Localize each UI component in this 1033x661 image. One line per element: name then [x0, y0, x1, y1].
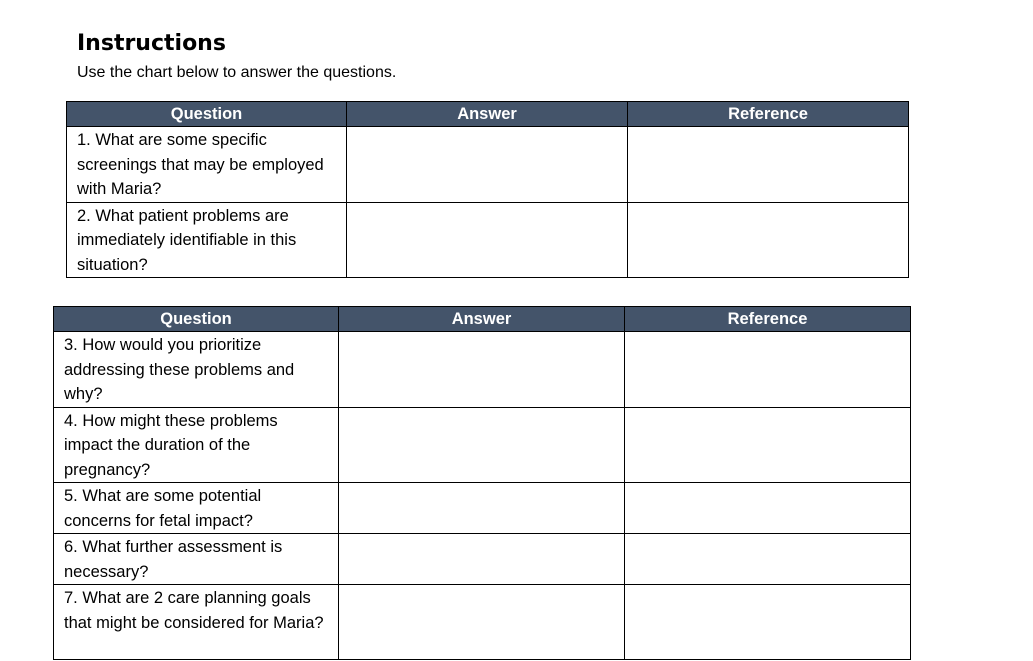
- reference-cell[interactable]: [625, 407, 911, 483]
- question-cell: 2. What patient problems are immediately identifiable in this situation?: [67, 202, 347, 278]
- answer-cell[interactable]: [339, 585, 625, 660]
- instructions-text: Use the chart below to answer the questions.: [77, 64, 397, 81]
- table-header-row: [54, 307, 911, 332]
- table-row: [54, 534, 911, 585]
- column-header-answer: Answer: [339, 307, 625, 332]
- answer-cell[interactable]: [339, 483, 625, 534]
- reference-cell[interactable]: [625, 332, 911, 408]
- question-cell: 4. How might these problems impact the duration of the pregnancy?: [54, 407, 339, 483]
- reference-cell[interactable]: [628, 202, 909, 278]
- table-row: [54, 332, 911, 408]
- question-table-1: [66, 101, 909, 278]
- question-cell: 6. What further assessment is necessary?: [54, 534, 339, 585]
- table-row: [54, 483, 911, 534]
- column-header-answer: Answer: [347, 102, 628, 127]
- question-cell: 3. How would you prioritize addressing these problems and why?: [54, 332, 339, 408]
- reference-cell[interactable]: [625, 483, 911, 534]
- reference-cell[interactable]: [625, 534, 911, 585]
- answer-cell[interactable]: [339, 534, 625, 585]
- table-row: [54, 585, 911, 660]
- question-cell: 5. What are some potential concerns for fetal impact?: [54, 483, 339, 534]
- column-header-reference: Reference: [628, 102, 909, 127]
- page-heading: Instructions: [77, 31, 226, 56]
- column-header-question: Question: [54, 307, 339, 332]
- column-header-question: Question: [67, 102, 347, 127]
- answer-cell[interactable]: [347, 127, 628, 203]
- table-row: [67, 202, 909, 278]
- column-header-reference: Reference: [625, 307, 911, 332]
- table-row: [67, 127, 909, 203]
- question-cell: 1. What are some specific screenings that may be employed with Maria?: [67, 127, 347, 203]
- question-table-2: [53, 306, 911, 660]
- reference-cell[interactable]: [625, 585, 911, 660]
- reference-cell[interactable]: [628, 127, 909, 203]
- question-cell: 7. What are 2 care planning goals that might be considered for Maria?: [54, 585, 339, 660]
- table-header-row: [67, 102, 909, 127]
- table-row: [54, 407, 911, 483]
- answer-cell[interactable]: [347, 202, 628, 278]
- answer-cell[interactable]: [339, 407, 625, 483]
- answer-cell[interactable]: [339, 332, 625, 408]
